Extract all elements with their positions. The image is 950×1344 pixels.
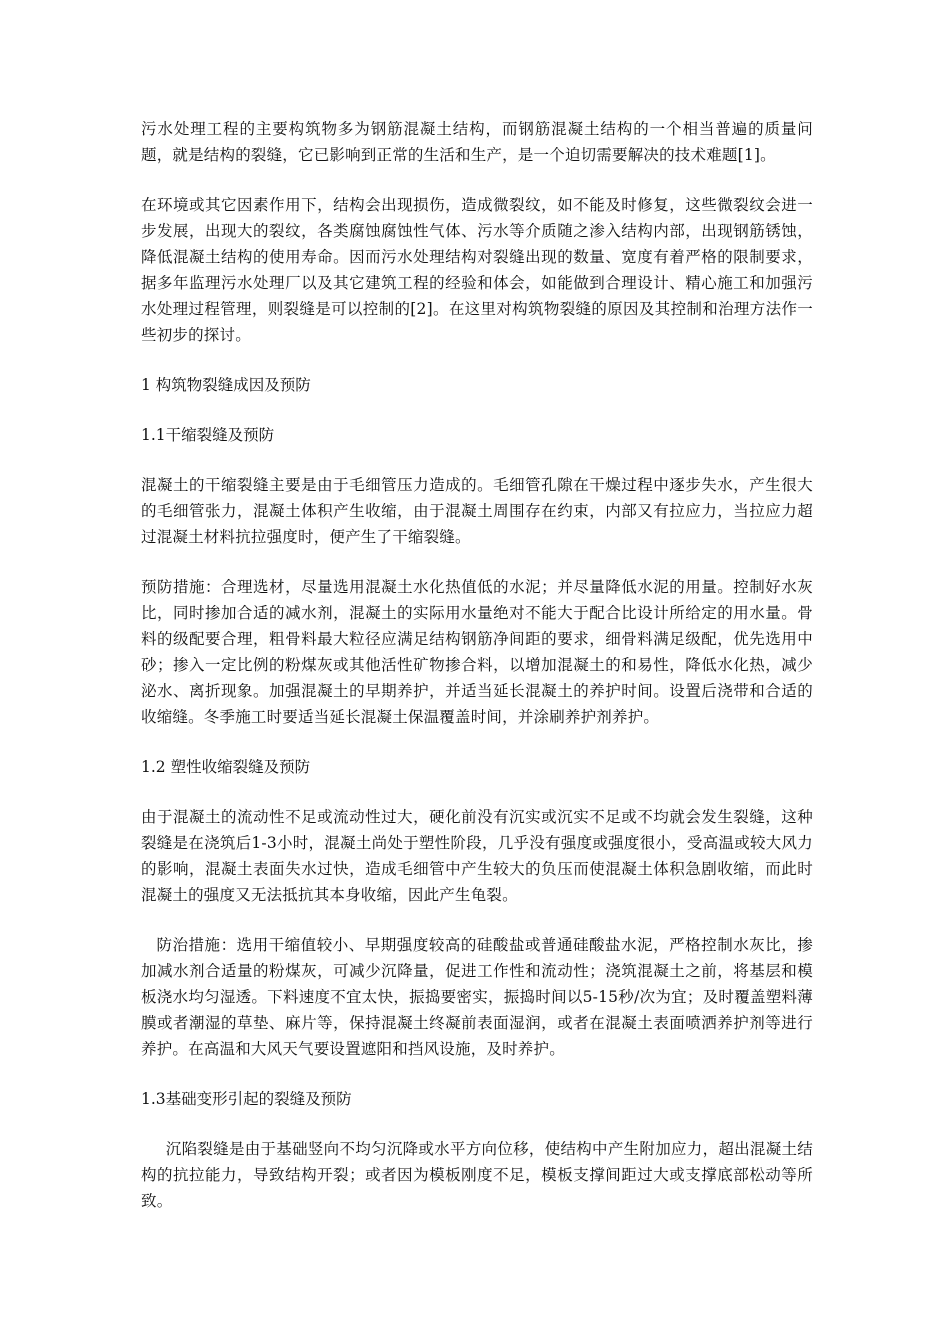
section-1-1-heading: 1.1干缩裂缝及预防 bbox=[141, 426, 275, 444]
section-1-2-heading: 1.2 塑性收缩裂缝及预防 bbox=[141, 758, 311, 776]
intro-paragraph-1: 污水处理工程的主要构筑物多为钢筋混凝土结构，而钢筋混凝土结构的一个相当普遍的质量问题，就是结构的裂缝，它已影响到正常的生活和生产，是一个迫切需要解决的技术难题[1]。 bbox=[141, 120, 813, 164]
section-1-2-paragraph-1: 由于混凝土的流动性不足或流动性过大，硬化前没有沉实或沉实不足或不均就会发生裂缝，这种裂缝是在浇筑后1-3小时，混凝土尚处于塑性阶段，几乎没有强度或强度很小，受高温或较大风力的影响，混凝土表面失水过快，造成毛细管中产生较大的负压而使混凝土体积急剧收缩，而此时混凝土的强度又无法抵抗其本身收缩，因此产生龟裂。 bbox=[141, 808, 813, 904]
section-1-3-paragraph-1: 沉陷裂缝是由于基础竖向不均匀沉降或水平方向位移，使结构中产生附加应力，超出混凝土结构的抗拉能力，导致结构开裂；或者因为模板刚度不足，模板支撑间距过大或支撑底部松动等所致。 bbox=[141, 1140, 813, 1210]
section-1-heading: 1 构筑物裂缝成因及预防 bbox=[141, 376, 311, 394]
section-1-3-heading: 1.3基础变形引起的裂缝及预防 bbox=[141, 1090, 352, 1108]
section-1-1-paragraph-2: 预防措施：合理选材，尽量选用混凝土水化热值低的水泥；并尽量降低水泥的用量。控制好水灰比，同时掺加合适的减水剂，混凝土的实际用水量绝对不能大于配合比设计所给定的用水量。骨料的级配要合理，粗骨料最大粒径应满足结构钢筋净间距的要求，细骨料满足级配，优先选用中砂；掺入一定比例的粉煤灰或其他活性矿物掺合料，以增加混凝土的和易性，降低水化热，减少泌水、离折现象。加强混凝土的早期养护，并适当延长混凝土的养护时间。设置后浇带和合适的收缩缝。冬季施工时要适当延长混凝土保温覆盖时间，并涂刷养护剂养护。 bbox=[141, 578, 813, 726]
document-body bbox=[141, 116, 813, 1214]
section-1-1-paragraph-1: 混凝土的干缩裂缝主要是由于毛细管压力造成的。毛细管孔隙在干燥过程中逐步失水，产生很大的毛细管张力，混凝土体积产生收缩，由于混凝土周围存在约束，内部又有拉应力，当拉应力超过混凝土材料抗拉强度时，便产生了干缩裂缝。 bbox=[141, 476, 813, 546]
section-1-2-paragraph-2: 防治措施：选用干缩值较小、早期强度较高的硅酸盐或普通硅酸盐水泥，严格控制水灰比，掺加减水剂合适量的粉煤灰，可减少沉降量，促进工作性和流动性；浇筑混凝土之前，将基层和模板浇水均匀湿透。下料速度不宜太快，振捣要密实，振捣时间以5-15秒/次为宜；及时覆盖塑料薄膜或者潮湿的草垫、麻片等，保持混凝土终凝前表面湿润，或者在混凝土表面喷洒养护剂等进行养护。在高温和大风天气要设置遮阳和挡风设施，及时养护。 bbox=[141, 936, 813, 1058]
intro-paragraph-2: 在环境或其它因素作用下，结构会出现损伤，造成微裂纹，如不能及时修复，这些微裂纹会进一步发展，出现大的裂纹，各类腐蚀腐蚀性气体、污水等介质随之渗入结构内部，出现钢筋锈蚀，降低混凝土结构的使用寿命。因而污水处理结构对裂缝出现的数量、宽度有着严格的限制要求，据多年监理污水处理厂以及其它建筑工程的经验和体会，如能做到合理设计、精心施工和加强污水处理过程管理，则裂缝是可以控制的[2]。在这里对构筑物裂缝的原因及其控制和治理方法作一些初步的探讨。 bbox=[141, 196, 813, 344]
